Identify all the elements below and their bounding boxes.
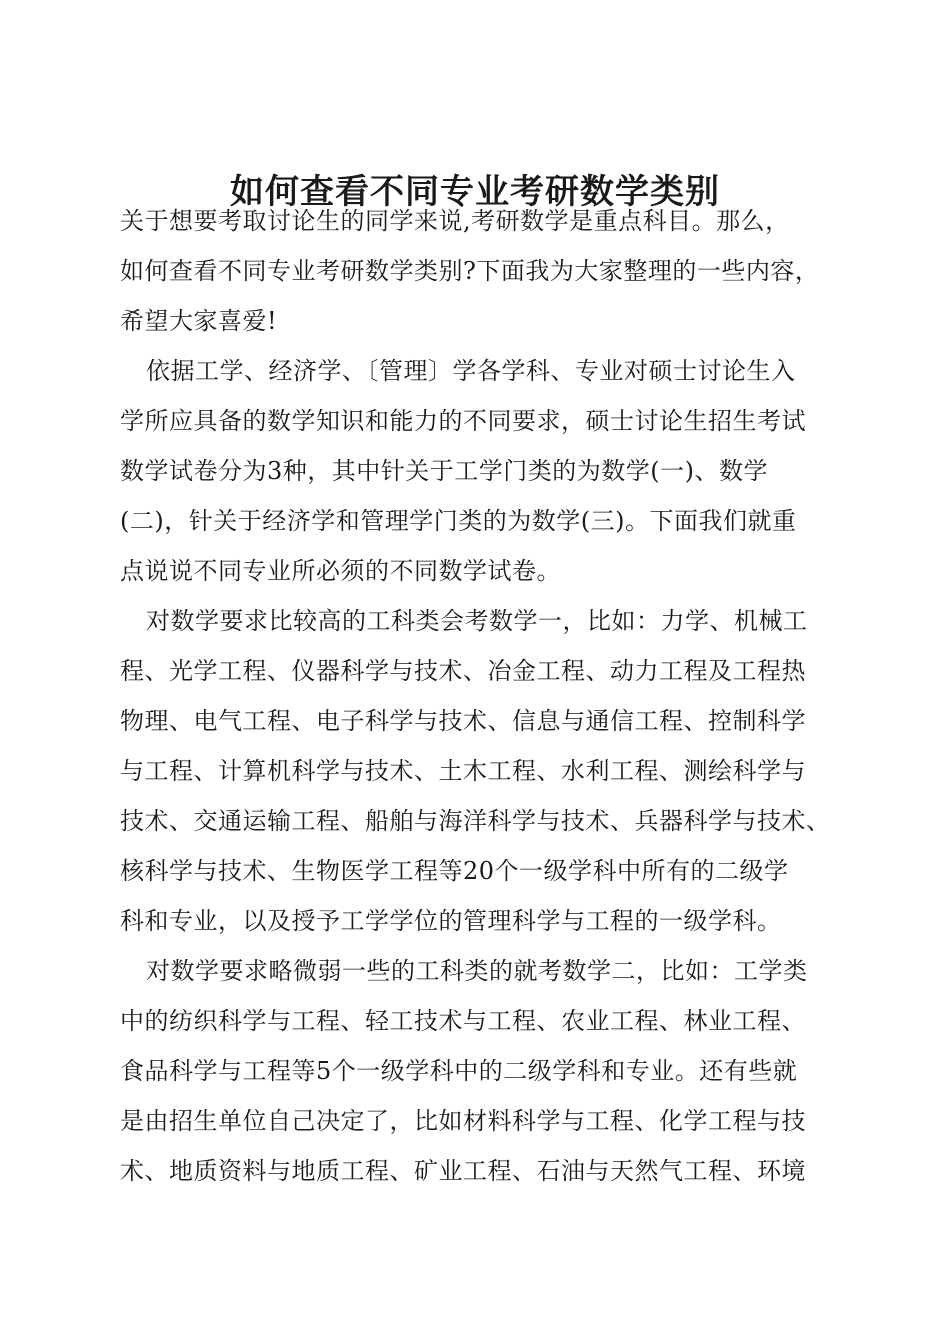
text-line: 如何查看不同专业考研数学类别?下面我为大家整理的一些内容， [120,257,820,285]
text-line: 学所应具备的数学知识和能力的不同要求，硕士讨论生招生考试 [120,407,806,435]
paragraph-math-two [120,946,840,1196]
text-line: 术、地质资料与地质工程、矿业工程、石油与天然气工程、环境 [120,1157,806,1185]
text-line: 食品科学与工程等5个一级学科中的二级学科和专业。还有些就 [120,1057,798,1085]
paragraph-math-one [120,596,840,946]
document-title: 如何查看不同专业考研数学类别 [230,171,720,212]
text-line: 希望大家喜爱! [120,307,278,335]
text-line: 核科学与技术、生物医学工程等20个一级学科中所有的二级学 [120,857,789,885]
text-line: 对数学要求比较高的工科类会考数学一，比如：力学、机械工 [146,607,808,635]
paragraph-intro [120,196,840,346]
text-line: 依据工学、经济学、〔管理〕学各学科、专业对硕士讨论生入 [146,357,796,385]
text-line: 科和专业，以及授予工学学位的管理科学与工程的一级学科。 [120,907,782,935]
paragraph-exam-types [120,346,840,596]
document-body [120,196,840,1196]
text-line: 关于想要考取讨论生的同学来说,考研数学是重点科目。那么， [120,207,790,235]
text-line: 程、光学工程、仪器科学与技术、冶金工程、动力工程及工程热 [120,657,806,685]
text-line: 数学试卷分为3种，其中针关于工学门类的为数学(一)、数学 [120,457,768,485]
text-line: 点说说不同专业所必须的不同数学试卷。 [120,557,561,585]
text-line: 中的纺织科学与工程、轻工技术与工程、农业工程、林业工程、 [120,1007,806,1035]
text-line: 对数学要求略微弱一些的工科类的就考数学二，比如：工学类 [146,957,808,985]
text-line: (二)，针关于经济学和管理学门类的为数学(三)。下面我们就重 [120,507,797,535]
text-line: 物理、电气工程、电子科学与技术、信息与通信工程、控制科学 [120,707,806,735]
text-line: 与工程、计算机科学与技术、土木工程、水利工程、测绘科学与 [120,757,806,785]
text-line: 技术、交通运输工程、船舶与海洋科学与技术、兵器科学与技术、 [120,807,831,835]
text-line: 是由招生单位自己决定了，比如材料科学与工程、化学工程与技 [120,1107,806,1135]
